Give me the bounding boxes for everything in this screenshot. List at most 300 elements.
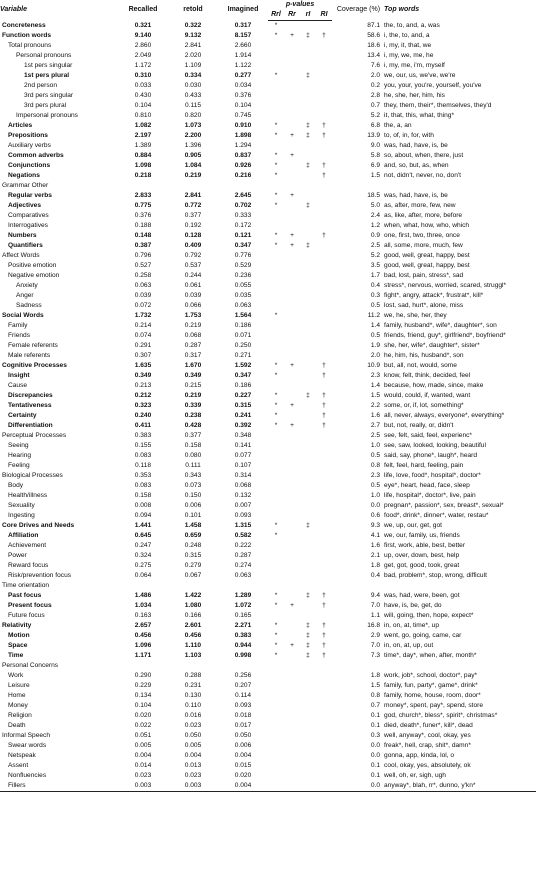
table-row: [0, 611, 536, 621]
imagined-cell: 0.333: [234, 212, 252, 219]
imagined-cell: 0.376: [234, 92, 252, 99]
recalled-cell: 2.833: [134, 192, 152, 199]
retold-cell: 0.111: [185, 462, 201, 469]
p-rr-cell: [284, 391, 300, 401]
retold-cell: 0.428: [184, 422, 202, 429]
p-rr-cell: +: [290, 32, 294, 39]
imagined-cell: 0.015: [234, 762, 252, 769]
p-rrl-cell: *: [274, 602, 278, 609]
top-words-cell: when, what, how, who, which: [384, 222, 470, 229]
table-row: [0, 151, 536, 161]
imagined-cell: 0.926: [234, 162, 252, 169]
p-ri-lower-cell: [300, 611, 316, 621]
p-rr-cell: [284, 501, 300, 511]
retold-cell: 1.396: [184, 142, 202, 149]
coverage-cell: 2.9: [370, 632, 381, 639]
variable-cell: Seeing: [8, 442, 29, 449]
variable-cell: 3rd pers plural: [24, 102, 67, 109]
variable-cell: Risk/prevention focus: [8, 572, 72, 579]
variable-cell: Function words: [2, 32, 52, 39]
imagined-cell: 0.529: [234, 262, 252, 269]
top-words-cell: was, had, have, is, be: [384, 142, 448, 149]
retold-cell: 0.377: [184, 212, 202, 219]
recalled-cell: 0.064: [134, 572, 152, 579]
table-row: [0, 41, 536, 51]
recalled-cell: 0.158: [134, 492, 152, 499]
p-rrl-cell: [268, 471, 284, 481]
recalled-cell: 0.008: [134, 502, 152, 509]
imagined-cell: 0.165: [234, 612, 252, 619]
retold-cell: 0.006: [184, 502, 202, 509]
retold-cell: 1.109: [184, 62, 202, 69]
recalled-cell: 0.240: [134, 412, 152, 419]
recalled-cell: 1.082: [134, 122, 152, 129]
variable-cell: Achievement: [8, 542, 47, 549]
retold-cell: 0.334: [184, 72, 202, 79]
coverage-cell: 1.4: [370, 382, 381, 389]
table-row: [0, 561, 536, 571]
table-row: [0, 381, 536, 391]
p-ri-lower-cell: [300, 731, 316, 741]
retold-cell: 1.103: [184, 652, 202, 659]
p-ri-cell: [316, 331, 332, 341]
top-words-cell: bad, problem*, stop, wrong, difficult: [384, 572, 487, 579]
p-ri-cell: [316, 531, 332, 541]
p-ri-lower-cell: [300, 231, 316, 241]
variable-cell: Female referents: [8, 342, 58, 349]
p-ri-lower-cell: [300, 221, 316, 231]
variable-cell: Impersonal pronouns: [16, 112, 78, 119]
p-ri-cell: [316, 271, 332, 281]
variable-cell: Ingesting: [8, 512, 35, 519]
p-rrl-cell: [268, 331, 284, 341]
p-ri-lower-cell: [300, 481, 316, 491]
p-ri-lower-cell: [300, 511, 316, 521]
p-rr-cell: [284, 211, 300, 221]
table-row: [0, 461, 536, 471]
retold-cell: 0.004: [184, 752, 202, 759]
retold-cell: 0.158: [184, 442, 202, 449]
top-words-cell: stress*, nervous, worried, scared, struggl*: [384, 282, 507, 289]
p-ri-cell: [316, 71, 332, 81]
retold-cell: 0.219: [184, 322, 202, 329]
p-ri-lower-cell: [300, 141, 316, 151]
p-rr-cell: +: [290, 362, 294, 369]
p-ri-cell: [316, 741, 332, 751]
p-ri-cell: †: [322, 622, 326, 629]
table-row: [0, 361, 536, 371]
variable-cell: Insight: [8, 372, 30, 379]
top-words-cell: it, that, this, what, thing*: [384, 112, 455, 119]
p-rrl-cell: [268, 731, 284, 741]
imagined-cell: 0.093: [234, 512, 252, 519]
retold-cell: 0.279: [184, 562, 202, 569]
recalled-cell: 0.163: [134, 612, 152, 619]
table-row: [0, 231, 536, 241]
p-rr-cell: [284, 431, 300, 441]
p-ri-cell: [316, 781, 332, 792]
imagined-cell: 0.314: [234, 472, 252, 479]
retold-cell: 0.067: [184, 572, 202, 579]
imagined-cell: 0.317: [234, 21, 252, 29]
p-ri-cell: [316, 21, 332, 32]
table-row: [0, 321, 536, 331]
p-ri-cell: †: [322, 232, 326, 239]
table-row: [0, 371, 536, 381]
recalled-cell: 0.810: [134, 112, 152, 119]
p-rr-cell: [284, 351, 300, 361]
recalled-cell: 0.005: [134, 742, 152, 749]
coverage-cell: 7.0: [370, 602, 381, 609]
p-rr-cell: [284, 481, 300, 491]
p-ri-cell: [316, 481, 332, 491]
table-row: [0, 751, 536, 761]
coverage-cell: 1.1: [370, 612, 381, 619]
top-words-cell: was, had, were, been, got: [384, 592, 460, 599]
recalled-cell: 0.083: [134, 452, 152, 459]
imagined-cell: 0.277: [234, 72, 252, 79]
coverage-cell: 11.2: [367, 312, 381, 319]
p-ri-lower-cell: [300, 371, 316, 381]
p-ri-cell: [316, 751, 332, 761]
p-ri-cell: [316, 661, 332, 671]
p-ri-cell: [316, 191, 332, 201]
variable-cell: Positive emotion: [8, 262, 57, 269]
recalled-cell: 0.063: [134, 282, 152, 289]
imagined-cell: 1.072: [234, 602, 252, 609]
coverage-cell: 1.5: [370, 172, 381, 179]
p-rr-cell: [284, 341, 300, 351]
recalled-cell: 0.645: [134, 532, 152, 539]
imagined-cell: 0.944: [234, 642, 252, 649]
p-rr-cell: [284, 21, 300, 32]
p-rrl-cell: *: [274, 642, 278, 649]
p-ri-cell: [316, 321, 332, 331]
recalled-cell: 0.387: [134, 242, 152, 249]
top-words-cell: work, job*, school, doctor*, pay*: [384, 672, 478, 679]
p-ri-cell: [316, 511, 332, 521]
recalled-cell: 0.072: [134, 302, 152, 309]
recalled-cell: 0.214: [134, 322, 152, 329]
p-ri-cell: [316, 451, 332, 461]
p-ri-lower-cell: [300, 531, 316, 541]
coverage-cell: 0.9: [370, 232, 381, 239]
variable-cell: Personal Concerns: [2, 662, 59, 669]
coverage-cell: 9.0: [370, 142, 381, 149]
p-ri-cell: [316, 101, 332, 111]
imagined-cell: 0.582: [234, 532, 252, 539]
recalled-cell: 0.456: [134, 632, 152, 639]
header-coverage: Coverage (%): [336, 6, 381, 14]
top-words-cell: he, him, his, husband*, son: [384, 352, 464, 359]
variable-cell: Regular verbs: [8, 192, 52, 199]
variable-cell: Friends: [8, 332, 30, 339]
recalled-cell: 1.098: [134, 162, 152, 169]
p-ri-cell: [316, 111, 332, 121]
recalled-cell: 0.134: [134, 692, 152, 699]
top-words-cell: so, about, when, there, just: [384, 152, 464, 159]
retold-cell: 0.905: [184, 152, 202, 159]
table-row: [0, 291, 536, 301]
table-row: [0, 761, 536, 771]
p-ri-cell: [316, 381, 332, 391]
imagined-cell: 0.250: [234, 342, 252, 349]
recalled-cell: 0.218: [134, 172, 152, 179]
p-rr-cell: [284, 661, 300, 671]
imagined-cell: 0.114: [234, 692, 251, 699]
p-rr-cell: [284, 71, 300, 81]
coverage-cell: 1.8: [370, 562, 381, 569]
p-ri-lower-cell: ‡: [306, 242, 310, 249]
coverage-cell: 6.9: [370, 162, 381, 169]
top-words-cell: said, say, phone*, laugh*, heard: [384, 452, 478, 459]
top-words-cell: i, my, we, me, he: [384, 52, 434, 59]
top-words-cell: family, fun, party*, game*, drink*: [384, 682, 478, 689]
p-rr-cell: +: [290, 132, 294, 139]
recalled-cell: 0.051: [134, 732, 152, 739]
imagined-cell: 0.093: [234, 702, 252, 709]
p-ri-lower-cell: ‡: [306, 202, 310, 209]
retold-cell: 0.317: [184, 352, 202, 359]
recalled-cell: 0.290: [134, 672, 152, 679]
p-rr-cell: [284, 221, 300, 231]
p-ri-lower-cell: ‡: [306, 32, 310, 39]
coverage-cell: 1.7: [370, 272, 381, 279]
top-words-cell: because, how, made, since, make: [384, 382, 484, 389]
coverage-cell: 7.3: [370, 652, 381, 659]
variable-cell: Comparatives: [8, 212, 49, 219]
recalled-cell: 0.003: [118, 781, 168, 792]
p-rrl-cell: *: [274, 632, 278, 639]
coverage-cell: 3.5: [370, 262, 381, 269]
p-rr-cell: [284, 111, 300, 121]
retold-cell: 0.110: [184, 702, 201, 709]
p-ri-cell: [316, 341, 332, 351]
table-row: [0, 141, 536, 151]
p-rr-cell: [284, 491, 300, 501]
recalled-cell: [118, 181, 168, 191]
variable-cell: Interrogatives: [8, 222, 48, 229]
coverage-cell: 87.1: [367, 21, 381, 29]
recalled-cell: [118, 661, 168, 671]
imagined-cell: 0.063: [234, 572, 252, 579]
variable-cell: Negations: [8, 172, 40, 179]
retold-cell: 1.084: [184, 162, 202, 169]
retold-cell: 0.030: [184, 82, 202, 89]
p-rrl-cell: [268, 81, 284, 91]
coverage-cell: [332, 581, 384, 591]
p-rr-cell: [284, 571, 300, 581]
p-ri-cell: †: [322, 652, 326, 659]
p-rr-cell: [284, 581, 300, 591]
p-ri-cell: †: [322, 642, 326, 649]
variable-cell: 1st pers plural: [24, 72, 70, 79]
p-rrl-cell: *: [274, 132, 278, 139]
header-pvalues: p-values: [285, 1, 315, 8]
top-words-cell: know, felt, think, decided, feel: [384, 372, 471, 379]
p-rrl-cell: [268, 691, 284, 701]
recalled-cell: 2.657: [134, 622, 152, 629]
imagined-cell: 0.007: [234, 502, 252, 509]
top-words-cell: some, or, if, lot, something*: [384, 402, 464, 409]
retold-cell: 2.020: [184, 52, 202, 59]
imagined-cell: 0.063: [234, 302, 252, 309]
top-words-cell: [384, 181, 536, 191]
table-row: [0, 91, 536, 101]
p-ri-lower-cell: [300, 751, 316, 761]
p-ri-cell: [316, 461, 332, 471]
table-row: [0, 391, 536, 401]
coverage-cell: 2.8: [370, 92, 381, 99]
recalled-cell: 0.291: [134, 342, 152, 349]
p-ri-lower-cell: [300, 411, 316, 421]
table-row: [0, 181, 536, 191]
recalled-cell: 0.104: [134, 702, 152, 709]
table-row: [0, 731, 536, 741]
variable-cell: Nonfluencies: [8, 772, 47, 779]
table-row: [0, 621, 536, 631]
p-ri-lower-cell: [300, 101, 316, 111]
coverage-cell: 0.6: [370, 512, 381, 519]
recalled-cell: 0.383: [134, 432, 152, 439]
variable-cell: Quantifiers: [8, 242, 43, 249]
table-row: [0, 631, 536, 641]
retold-cell: 0.231: [184, 682, 202, 689]
imagined-cell: 0.004: [218, 781, 268, 792]
imagined-cell: 8.157: [234, 32, 252, 39]
p-rr-cell: [284, 201, 300, 211]
p-ri-lower-cell: [300, 461, 316, 471]
header-p-rr: Rr: [284, 10, 300, 21]
p-rr-cell: [284, 541, 300, 551]
imagined-cell: 0.207: [234, 682, 252, 689]
recalled-cell: 0.430: [134, 92, 152, 99]
coverage-cell: 0.5: [370, 452, 381, 459]
p-ri-lower-cell: ‡: [306, 652, 310, 659]
variable-cell: Netspeak: [8, 752, 36, 759]
p-ri-lower-cell: [300, 681, 316, 691]
p-rrl-cell: [268, 661, 284, 671]
table-row: [0, 501, 536, 511]
variable-cell: Leisure: [8, 682, 30, 689]
p-rr-cell: [284, 261, 300, 271]
table-row: [0, 171, 536, 181]
retold-cell: 0.128: [184, 232, 202, 239]
p-rrl-cell: [268, 571, 284, 581]
imagined-cell: [218, 661, 268, 671]
variable-cell: Assent: [8, 762, 29, 769]
p-ri-lower-cell: [300, 671, 316, 681]
p-rrl-cell: [268, 61, 284, 71]
header-p-ri: RI: [316, 10, 332, 21]
p-ri-cell: †: [322, 362, 326, 369]
table-row: [0, 71, 536, 81]
imagined-cell: 1.914: [234, 52, 252, 59]
retold-cell: 0.013: [184, 762, 202, 769]
p-rr-cell: [284, 281, 300, 291]
recalled-cell: 0.213: [134, 382, 152, 389]
p-rrl-cell: [268, 511, 284, 521]
top-words-cell: bad, lost, pain, stress*, sad: [384, 272, 464, 279]
coverage-cell: [332, 181, 384, 191]
imagined-cell: 0.392: [234, 422, 252, 429]
p-ri-cell: [316, 611, 332, 621]
variable-cell: Discrepancies: [8, 392, 53, 399]
p-rrl-cell: [268, 741, 284, 751]
p-rrl-cell: [268, 51, 284, 61]
p-ri-lower-cell: [300, 271, 316, 281]
recalled-cell: 1.171: [134, 652, 152, 659]
table-row: [0, 161, 536, 171]
p-ri-lower-cell: [300, 601, 316, 611]
retold-cell: 0.537: [184, 262, 202, 269]
table-row: [0, 481, 536, 491]
variable-cell: Power: [8, 552, 27, 559]
variable-cell: Grammar Other: [2, 182, 49, 189]
top-words-cell: food*, drink*, dinner*, water, restau*: [384, 512, 489, 519]
recalled-cell: 0.094: [134, 512, 152, 519]
recalled-cell: 0.033: [134, 82, 152, 89]
retold-cell: 0.192: [184, 222, 202, 229]
table-row: [0, 711, 536, 721]
p-rrl-cell: [268, 681, 284, 691]
p-ri-lower-cell: [300, 51, 316, 61]
p-ri-lower-cell: [300, 541, 316, 551]
coverage-cell: 9.3: [370, 522, 381, 529]
table-row: [0, 671, 536, 681]
p-rr-cell: [284, 331, 300, 341]
recalled-cell: 2.049: [134, 52, 152, 59]
coverage-cell: 10.9: [367, 362, 381, 369]
p-ri-cell: [316, 211, 332, 221]
recalled-cell: 0.247: [134, 542, 152, 549]
recalled-cell: 0.275: [134, 562, 152, 569]
p-rrl-cell: *: [274, 622, 278, 629]
imagined-cell: 0.172: [234, 222, 252, 229]
p-rr-cell: [284, 511, 300, 521]
p-ri-lower-cell: [300, 341, 316, 351]
imagined-cell: 0.035: [234, 292, 252, 299]
top-words-cell: life, love, food*, hospital*, doctor*: [384, 472, 481, 479]
top-words-cell: as, like, after, more, before: [384, 212, 463, 219]
top-words-cell: [384, 581, 536, 591]
table-row: [0, 411, 536, 421]
variable-cell: Negative emotion: [8, 272, 60, 279]
retold-cell: 0.315: [184, 552, 202, 559]
top-words-cell: friends, friend, guy*, girlfriend*, boyfriend*: [384, 332, 506, 339]
retold-cell: 0.349: [184, 372, 202, 379]
p-ri-lower-cell: [300, 81, 316, 91]
retold-cell: 2.841: [184, 192, 202, 199]
coverage-cell: 2.3: [370, 472, 381, 479]
retold-cell: [168, 181, 218, 191]
recalled-cell: 0.212: [134, 392, 152, 399]
p-ri-lower-cell: [300, 701, 316, 711]
p-ri-lower-cell: [300, 311, 316, 321]
imagined-cell: 0.216: [234, 172, 252, 179]
p-rrl-cell: [268, 291, 284, 301]
p-ri-lower-cell: [300, 211, 316, 221]
top-words-cell: as, after, more, few, new: [384, 202, 456, 209]
coverage-cell: 0.0: [332, 781, 384, 792]
p-ri-cell: [316, 471, 332, 481]
p-rrl-cell: [268, 431, 284, 441]
p-ri-lower-cell: ‡: [306, 132, 310, 139]
retold-cell: 0.101: [184, 512, 202, 519]
top-words-cell: first, work, able, best, better: [384, 542, 466, 549]
variable-cell: Common adverbs: [8, 152, 64, 159]
variable-cell: Family: [8, 322, 28, 329]
